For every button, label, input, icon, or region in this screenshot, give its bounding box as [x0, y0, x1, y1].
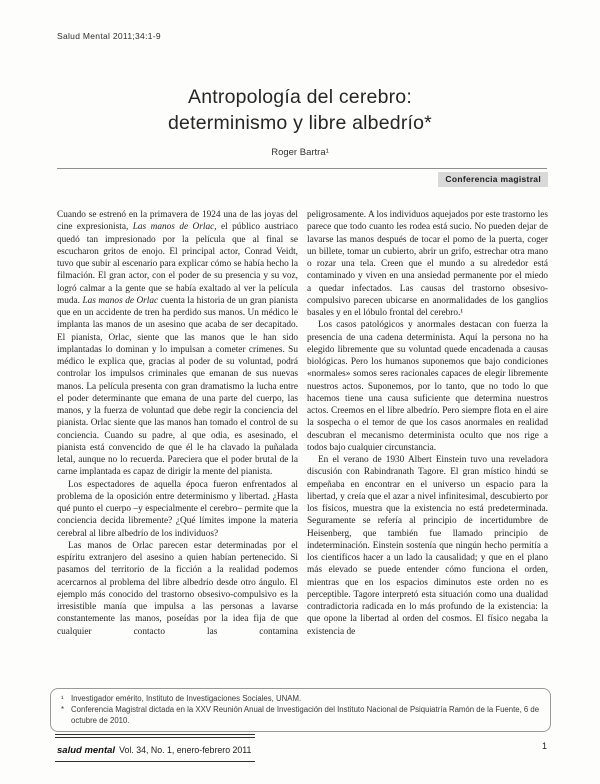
paragraph	[57, 479, 298, 540]
footnote-item	[61, 693, 540, 704]
text-segment: , el público austriaco quedó tan impresionado por la película que al final se escucharon gritos de enojo. El principal actor, Conrad Veidt, tuvo que subir al escenario para explicar cómo se había hecho la filmación. El gran actor, con el poder de su presencia y su voz, logró calmar a la gente que se había exaltado al ver la película muda.	[57, 222, 298, 306]
footnote-marker: ¹	[61, 694, 64, 703]
issue-info: Vol. 34, No. 1, enero-febrero 2011	[119, 745, 252, 755]
body-column-left	[57, 209, 298, 638]
text-segment: cuenta la historia de un gran pianista que en un accidente de tren ha perdido sus manos. Un médico le implanta las manos de un asesino que acaba de ser decapitado. El pianista, Orlac, siente que las manos que le han sido implantadas lo dominan y lo impulsan a cometer crímenes. Su médico le explica que, gracias al poder de su voluntad, podrá controlar los impulsos criminales que emanan de sus nuevas manos. La película presenta con gran dramatismo la lucha entre el poder determinante que emana de una parte del cuerpo, las manos, y la fuerza de voluntad que debe regir la conciencia del pianista. Orlac siente que las manos han tomado el control de su conciencia. Cuando su padre, al que odia, es asesinado, el pianista está convencido de que él le ha clavado la puñalada letal, aunque no lo recuerda. Pareciera que el poder brutal de la carne implantada es capaz de dirigir la mente del pianista.	[57, 295, 298, 478]
article-title-line-2: determinismo y libre albedrío*	[168, 112, 432, 134]
article-title-line-1: Antropología del cerebro:	[188, 86, 412, 108]
text-segment: En el verano de 1930 Albert Einstein tuvo una reveladora discusión con Rabindranath Tagore. El gran místico hindú se empeñaba en encontrar en el universo un espacio para la libertad, y creía que el azar a nivel infinitesimal, descubierto por los físicos, muestra que la existencia no está predeterminada. Seguramente se refería al principio de incertidumbre de Heisenberg, que también fue llamado principio de indeterminación. Einstein sostenía que ningún hecho permitía a los científicos hacer a un lado la causalidad; y que en el plano más elevado se puede entender cómo funciona el orden, mientras que en los espacios diminutos este orden no es perceptible. Tagore interpretó esta situación como una dualidad contradictoria radicada en lo más profundo de la existencia: la que opone la libertad al orden del cosmos. El físico negaba la existencia de	[307, 455, 548, 637]
footnote-box	[50, 688, 551, 732]
journal-logo: salud mental	[57, 745, 116, 756]
text-segment: Cuando se estrenó en la primavera de 1924 una de las joyas del cine expresionista,	[57, 210, 298, 233]
author-name: Roger Bartra¹	[271, 147, 329, 158]
text-segment: Los casos patológicos y anormales destacan con fuerza la presencia de una cadena determinista. Aquí la persona no ha elegido libremente que su voluntad quede encadenada a causas biológicas. Pero los humanos suponemos que bajo condiciones «normales» somos seres racionales capaces de elegir libremente nuestros actos. Suponemos, por lo tanto, que no todo lo que hacemos tiene una causa suficiente que determina nuestros actos. Creemos en el libre albedrío. Pero siempre flota en el aire la sospecha o el temor de que los casos anormales en realidad descubran el mecanismo determinista oculto que nos rige a todos bajo cualquier circunstancia.	[307, 320, 548, 453]
italicized-work-title: Las manos de Orlac	[82, 295, 159, 306]
italicized-work-title: Las manos de Orlac	[132, 222, 215, 233]
footnote-item	[61, 704, 540, 726]
text-segment: Los espectadores de aquella época fueron enfrentados al problema de la oposición entre determinismo y libertad. ¿Hasta qué punto el cuerpo –y especialmente el cerebro– permite que la conciencia decida libremente? ¿Qué límites impone la materia cerebral al libre albedrío de los individuos?	[57, 479, 298, 539]
text-segment: Las manos de Orlac parecen estar determinadas por el espíritu extranjero del asesino a quien habían pertenecido. Si pasamos del territorio de la ficción a la realidad podemos acercarnos al problema del libre albedrío desde otro ángulo. El ejemplo más conocido del trastorno obsesivo-compulsivo es la irresistible manía que impulsa a las personas a lavarse constantemente las manos, poseídas por la idea fija de que cualquier contacto las contamina	[57, 540, 298, 637]
paragraph	[57, 540, 298, 638]
footnote-text: Investigador emérito, Instituto de Investigaciones Sociales, UNAM.	[71, 694, 302, 703]
text-segment: peligrosamente. A los individuos aquejados por este trastorno les parece que todo cuanto les rodea está sucio. No pueden dejar de lavarse las manos después de tocar el pomo de la puerta, coger un billete, tomar un cubierto, abrir un grifo, estrechar otra mano o rozar una tela. Creen que el mundo a su alrededor está contaminado y viven en una ansiedad permanente por el miedo a quedar infectados. Las causas del trastorno obsesivo-compulsivo parecen ubicarse en anormalidades de los ganglios basales y en el lóbulo frontal del cerebro.¹	[307, 210, 548, 318]
article-title	[0, 84, 600, 136]
paragraph	[307, 209, 548, 319]
paragraph	[57, 209, 298, 479]
journal-citation: Salud Mental 2011;34:1-9	[57, 31, 161, 41]
page-number: 1	[541, 741, 547, 751]
header-divider	[57, 168, 547, 169]
body-column-right	[307, 209, 548, 638]
paragraph	[307, 319, 548, 454]
footnote-marker: *	[61, 705, 65, 714]
footer-bar	[55, 734, 255, 762]
paragraph	[307, 454, 548, 638]
footer-inner	[55, 737, 255, 762]
footnote-text: Conferencia Magistral dictada en la XXV Reunión Anual de Investigación del Instituto Nacional de Psiquiatría Ramón de la Fuente, 6 de octubre de 2010.	[71, 705, 540, 725]
section-badge: Conferencia magistral	[438, 172, 548, 187]
